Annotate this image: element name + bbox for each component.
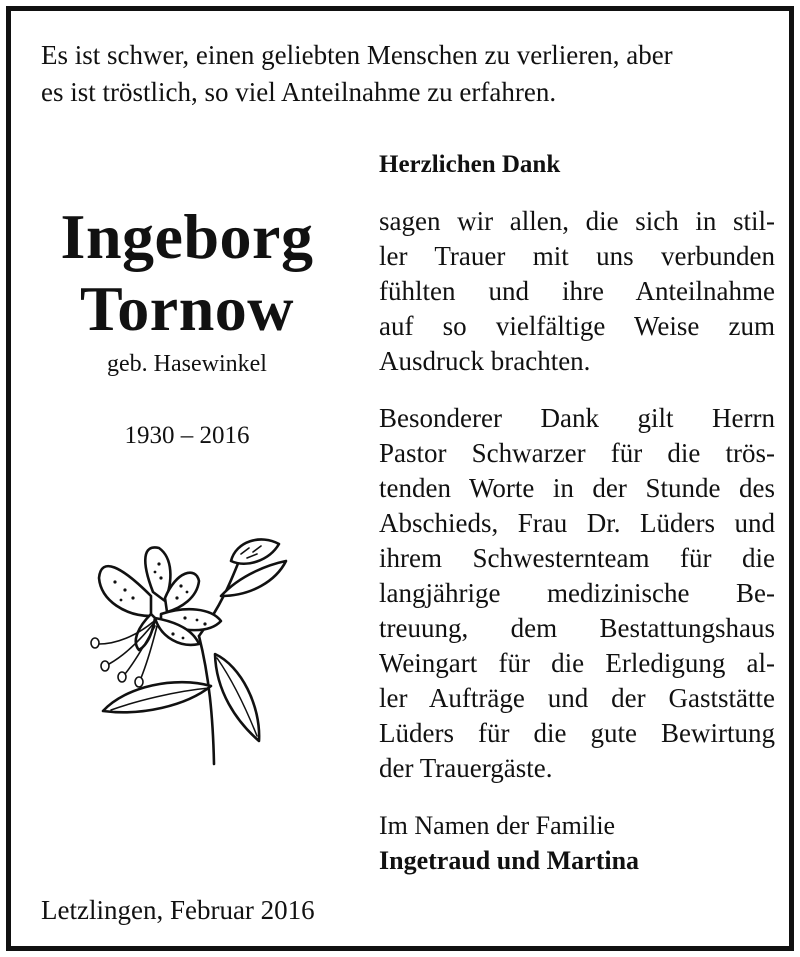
text-line: ler Trauer mit uns verbunden [379, 241, 775, 271]
text-line: treuung, dem Bestattungshaus [379, 613, 775, 643]
signature-names: Ingetraud und Martina [379, 846, 640, 875]
text-line: sagen wir allen, die sich in stil- [379, 206, 775, 236]
intro-line-2: es ist tröstlich, so viel Anteilnahme zu erfahren. [41, 77, 557, 107]
text-line: Ausdruck brachten. [379, 346, 591, 376]
text-line: ler Aufträge und der Gaststätte [379, 683, 775, 713]
life-dates: 1930 – 2016 [124, 422, 250, 449]
text-line: Abschieds, Frau Dr. Lüders und [379, 508, 775, 538]
maiden-name: geb. Hasewinkel [107, 351, 267, 377]
intro-line-1: Es ist schwer, einen geliebten Menschen zu verlieren, aber [41, 40, 673, 70]
thanks-block [379, 147, 775, 878]
obituary-frame [6, 6, 794, 951]
text-line: Weingart für die Erledigung al- [379, 648, 775, 678]
text-line: der Trauergäste. [379, 753, 553, 783]
text-line: ihrem Schwesternteam für die [379, 543, 775, 573]
thanks-paragraph-2 [379, 401, 775, 786]
thanks-heading: Herzlichen Dank [379, 151, 561, 178]
text-line: langjährige medizinische Be- [379, 578, 775, 608]
text-line: Lüders für die gute Bewirtung [379, 718, 775, 748]
text-line: tenden Worte in der Stunde des [379, 473, 775, 503]
text-line: Besonderer Dank gilt Herrn [379, 403, 775, 433]
deceased-block [27, 201, 347, 450]
place-date: Letzlingen, Februar 2016 [41, 895, 315, 925]
signature-intro: Im Namen der Familie [379, 811, 616, 840]
lily-flower-icon [81, 526, 301, 766]
text-line: fühlten und ihre Anteilnahme [379, 276, 775, 306]
text-line: auf so vielfältige Weise zum [379, 311, 775, 341]
first-name: Ingeborg [60, 201, 314, 272]
text-line: Pastor Schwarzer für die trös- [379, 438, 775, 468]
last-name: Tornow [79, 273, 295, 344]
thanks-paragraph-1 [379, 204, 775, 379]
intro-quote [41, 37, 781, 111]
